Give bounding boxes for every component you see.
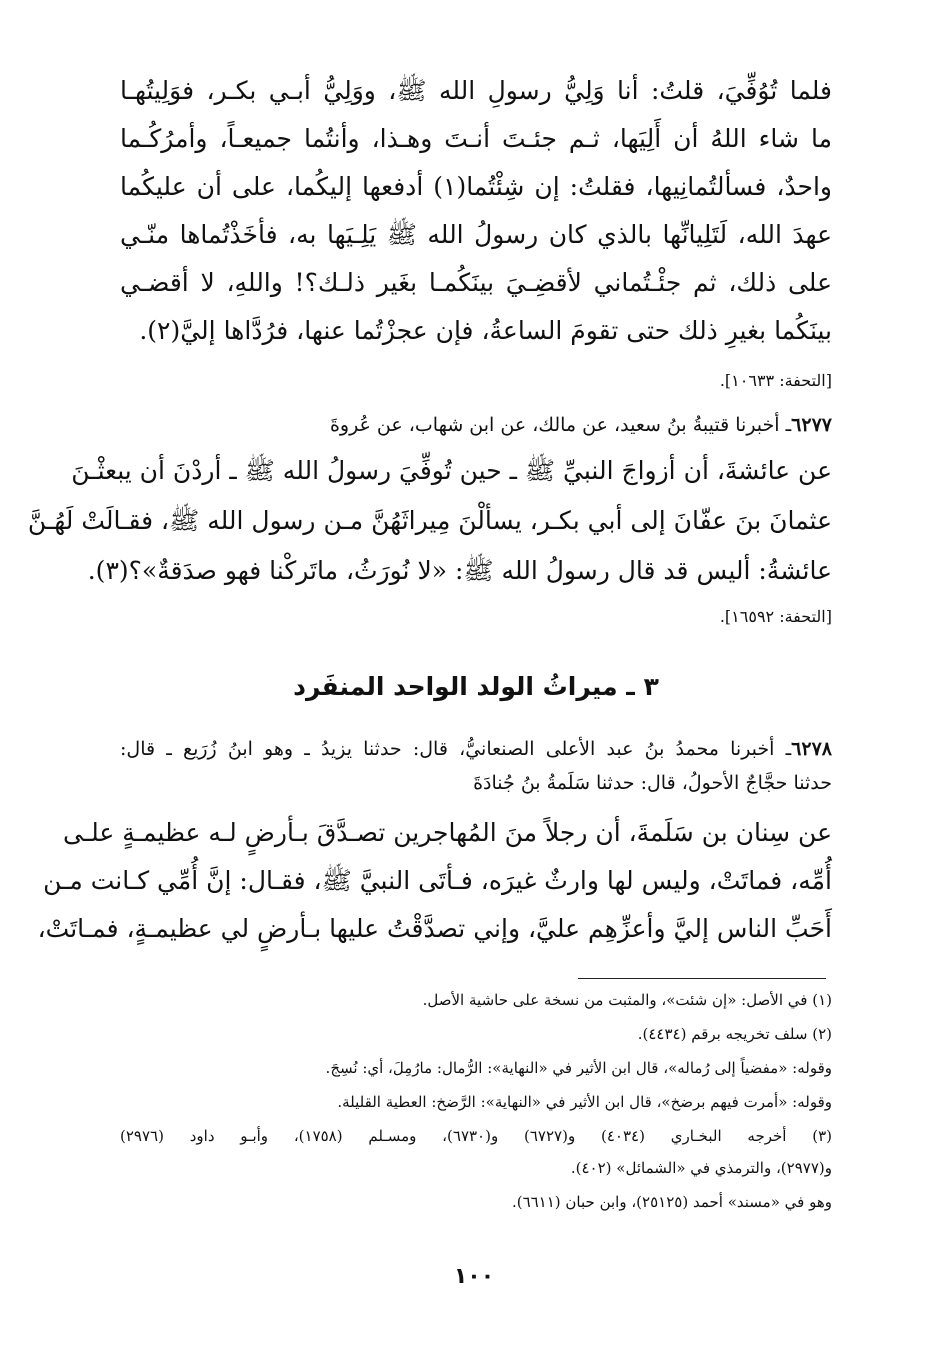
hadith-number: ٦٢٧٨: [791, 738, 832, 760]
chapter-heading: ٣ ـ ميراثُ الولد الواحد المنفَرد: [293, 672, 659, 701]
text-line: عثمانَ بنَ عفّانَ إلى أبي بكـر، يسألْنَ مِيراثَهُنَّ مـن رسول الله ﷺ، فقـالَتْ لَهُـنَّ: [27, 506, 832, 535]
footnotes: [120, 990, 832, 1240]
page-number: ١٠٠: [453, 1264, 495, 1289]
footnote-line: وهو في «مسند» أحمد (٢٥١٢٥)، وابن حبان (٦٦١١).: [511, 1193, 832, 1211]
reference-line: [التحفة: ١٠٦٣٣].: [719, 371, 832, 390]
text-line: ما شاء اللهُ أن أَلِيَها، ثـم جئـتَ أنـتَ وهـذا، وأنتُما جميعـاً، وأمرُكُـما: [120, 124, 832, 153]
isnad-line: [120, 736, 832, 762]
text-line: عائشةُ: أليس قد قال رسولُ الله ﷺ: «لا نُورَثُ، ماتَركْنا فهو صدَقةٌ»؟(٣).: [87, 556, 832, 585]
isnad-line: [120, 412, 832, 438]
text-line: أَحَبِّ الناس إليَّ وأعزِّهِم عليَّ، وإني تصدَّقْتُ عليها بـأرضٍ لي عظيمـةٍ، فمـاتَتْ،: [37, 914, 832, 943]
footnote-separator: [578, 978, 826, 979]
text-line: فلما تُوُفِّيَ، قلتُ: أنا وَلِيُّ رسولِ الله ﷺ، ووَلِيُّ أبـي بكـر، فوَلِيتُهـا: [120, 76, 832, 105]
isnad-line: حدثنا حجَّاجٌ الأحولُ، قال: حدثنا سَلَمةُ بنُ جُنادَةَ: [473, 772, 832, 794]
footnote-line: وقوله: «أمرت فيهم برضخ»، قال ابن الأثير في «النهاية»: الرَّضخ: العطية القليلة.: [337, 1093, 832, 1111]
text-line: عن سِنان بن سَلَمةَ، أن رجلاً منَ المُهاجرين تصـدَّقَ بـأرضٍ لـه عظيمـةٍ علـى: [62, 818, 832, 847]
isnad-text: ـ أخبرنا محمدُ بنُ عبد الأعلى الصنعانيُّ، قال: حدثنا يزيدُ ـ وهو ابنُ زُرَيع ـ قال:: [120, 738, 792, 760]
tuhfa-reference: [120, 606, 832, 630]
footnote-line: وقوله: «مفضياً إلى رُماله»، قال ابن الأثير في «النهاية»: الرُّمال: مارُمِلَ، أي: نُسِجَ.: [325, 1059, 832, 1077]
hadith-6278-isnad: [120, 736, 832, 800]
reference-line: [التحفة: ١٦٥٩٢].: [719, 607, 832, 626]
isnad-text: ـ أخبرنا قتيبةُ بنُ سعيد، عن مالك، عن ابن شهاب، عن عُروةَ: [329, 414, 792, 436]
tuhfa-reference: [120, 370, 832, 394]
footnote-line: و(٢٩٧٧)، والترمذي في «الشمائل» (٤٠٢).: [570, 1159, 832, 1177]
text-line: عهدَ الله، لَتَلِيانِّها بالذي كان رسولُ الله ﷺ يَلِـيَها به، فأخَذْتُماها منّـي: [120, 220, 832, 249]
hadith-6277-matn: [27, 456, 832, 596]
paragraph-continuation: [120, 76, 832, 366]
hadith-6277-isnad: [120, 412, 832, 442]
hadith-number: ٦٢٧٧: [791, 414, 832, 436]
footnote-line: (١) في الأصل: «إن شئت»، والمثبت من نسخة على حاشية الأصل.: [422, 991, 832, 1009]
text-line: عن عائشةَ، أن أزواجَ النبيِّ ﷺ ـ حين تُوفِّيَ رسولُ الله ﷺ ـ أردْنَ أن يبعثْـنَ: [71, 456, 832, 485]
hadith-6278-matn: [37, 818, 832, 968]
footnote-line: (٣) أخرجه البخـاري (٤٠٣٤) و(٦٧٢٧) و(٦٧٣٠)، ومسـلم (١٧٥٨)، وأبـو داود (٢٩٧٦): [120, 1127, 833, 1145]
text-line: أُمِّه، فماتَتْ، وليس لها وارثٌ غيرَه، فـأتَى النبيَّ ﷺ، فقـال: إنَّ أُمِّي كـانت مـن: [43, 866, 832, 895]
text-line: واحدٌ، فسألتُمانِيها، فقلتُ: إن شِئْتُما(١) أدفعها إليكُما، على أن عليكُما: [120, 172, 832, 201]
text-line: بينَكُما بغيرِ ذلك حتى تقومَ الساعةُ، فإن عجزْتُما عنها، فرُدَّاها إليَّ(٢).: [139, 316, 832, 345]
text-line: على ذلك، ثم جئْـتُماني لأقضِـيَ بينَكُمـا بغَير ذلـك؟! واللهِ، لا أقضـي: [120, 268, 832, 297]
footnote-line: (٢) سلف تخريجه برقم (٤٤٣٤).: [637, 1025, 832, 1043]
